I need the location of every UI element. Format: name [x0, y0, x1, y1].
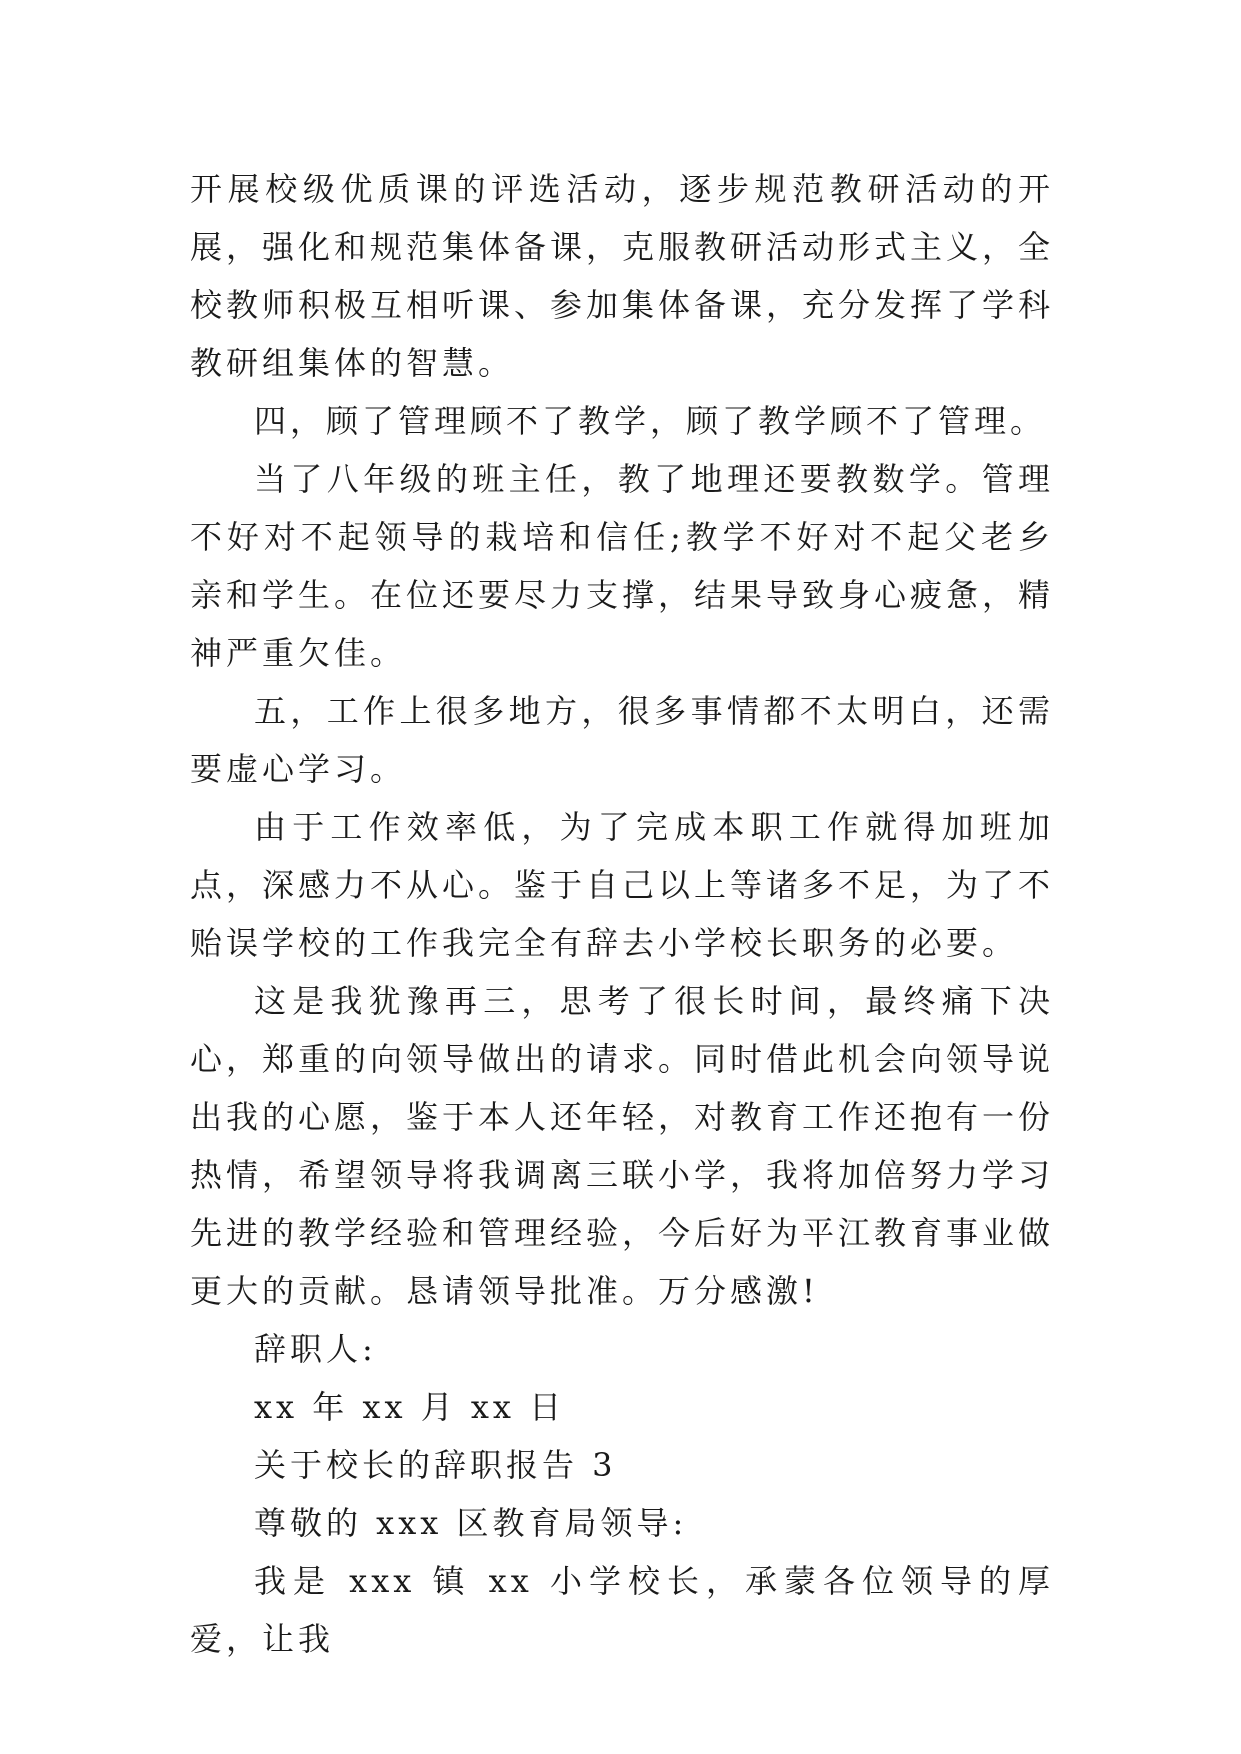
paragraph-request: 这是我犹豫再三，思考了很长时间，最终痛下决心，郑重的向领导做出的请求。同时借此机会向领导说出我的心愿，鉴于本人还年轻，对教育工作还抱有一份热情，希望领导将我调离三联小学，我将加倍努力学习先进的教学经验和管理经验，今后好为平江教育事业做更大的贡献。恳请领导批准。万分感激!	[190, 982, 1055, 1310]
signature-date: xx 年 xx 月 xx 日	[254, 1388, 566, 1426]
paragraph-efficiency: 由于工作效率低，为了完成本职工作就得加班加点，深感力不从心。鉴于自己以上等诸多不足，为了不贻误学校的工作我完全有辞去小学校长职务的必要。	[190, 808, 1055, 962]
paragraph-continuation: 开展校级优质课的评选活动，逐步规范教研活动的开展，强化和规范集体备课，克服教研活动形式主义，全校教师积极互相听课、参加集体备课，充分发挥了学科教研组集体的智慧。	[190, 170, 1055, 382]
signature-label: 辞职人:	[254, 1330, 377, 1368]
paragraph-class-teacher: 当了八年级的班主任，教了地理还要教数学。管理不好对不起领导的栽培和信任;教学不好对不起父老乡亲和学生。在位还要尽力支撑，结果导致身心疲惫，精神严重欠佳。	[190, 460, 1055, 672]
paragraph-point-four: 四，顾了管理顾不了教学，顾了教学顾不了管理。	[254, 402, 1047, 440]
section-title: 关于校长的辞职报告 3	[254, 1446, 617, 1484]
paragraph-point-five: 五，工作上很多地方，很多事情都不太明白，还需要虚心学习。	[190, 692, 1054, 788]
document-body	[190, 160, 1054, 1668]
salutation: 尊敬的 xxx 区教育局领导:	[254, 1504, 688, 1542]
paragraph-intro: 我是 xxx 镇 xx 小学校长，承蒙各位领导的厚爱，让我	[190, 1562, 1054, 1658]
